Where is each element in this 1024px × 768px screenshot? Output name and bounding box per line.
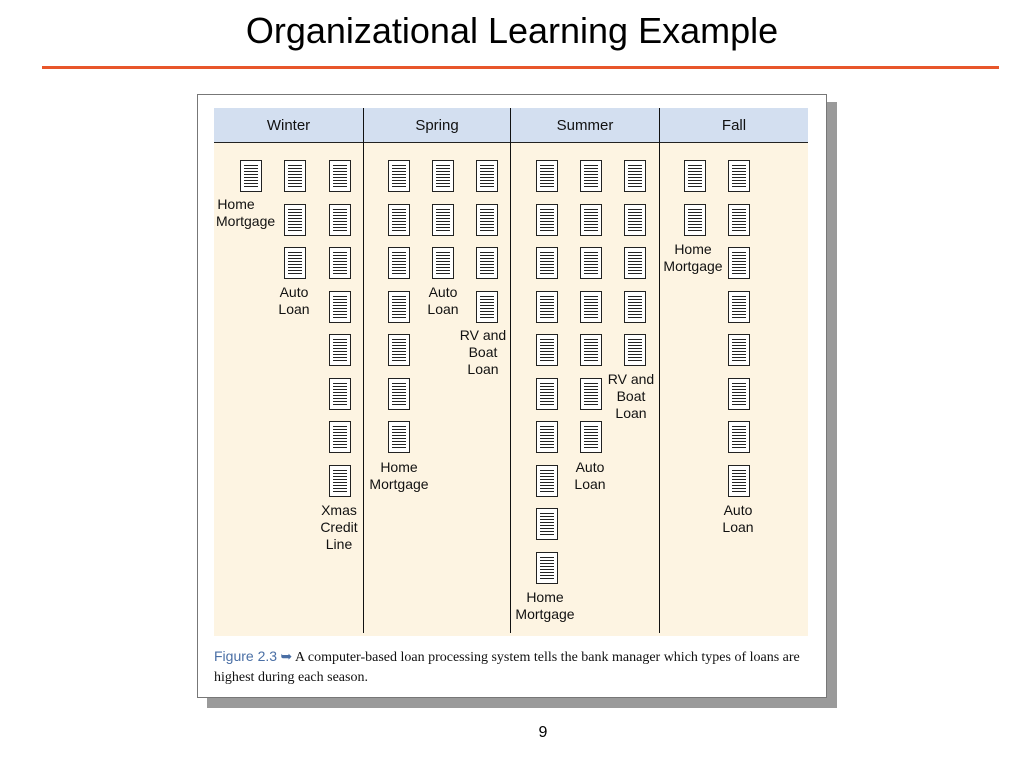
- label-line: Home: [217, 196, 255, 212]
- document-icon: [329, 378, 351, 410]
- document-icon: [388, 160, 410, 192]
- caption-arrow-icon: ➥: [280, 650, 293, 665]
- label-line: Xmas: [321, 502, 357, 518]
- document-icon: [329, 334, 351, 366]
- document-icon: [536, 247, 558, 279]
- document-icon: [580, 421, 602, 453]
- season-header-fall: Fall: [721, 117, 747, 134]
- label-line: Loan: [574, 476, 606, 492]
- label-winter-xmas-credit-line: [316, 502, 362, 553]
- label-line: Line: [325, 536, 353, 552]
- column-divider: [510, 108, 511, 633]
- document-icon: [728, 378, 750, 410]
- season-header-summer: Summer: [556, 117, 614, 134]
- document-icon: [624, 204, 646, 236]
- document-icon: [580, 204, 602, 236]
- document-icon: [536, 421, 558, 453]
- document-icon: [580, 160, 602, 192]
- label-line: Mortgage: [663, 258, 723, 274]
- page-number: 9: [538, 724, 548, 741]
- document-icon: [284, 160, 306, 192]
- document-icon: [580, 334, 602, 366]
- label-line: RV and: [459, 327, 507, 343]
- label-winter-home-mortgage: [216, 196, 276, 230]
- document-icon: [580, 378, 602, 410]
- document-icon: [388, 291, 410, 323]
- label-line: Loan: [427, 301, 459, 317]
- document-icon: [432, 204, 454, 236]
- document-icon: [329, 204, 351, 236]
- label-line: Auto: [428, 284, 458, 300]
- document-icon: [388, 247, 410, 279]
- label-line: Home: [526, 589, 564, 605]
- document-icon: [580, 247, 602, 279]
- document-icon: [684, 160, 706, 192]
- label-summer-rv-boat-loan: [603, 371, 659, 422]
- label-fall-auto-loan: [716, 502, 760, 536]
- document-icon: [329, 247, 351, 279]
- document-icon: [432, 160, 454, 192]
- document-icon: [728, 291, 750, 323]
- document-icon: [624, 291, 646, 323]
- document-icon: [476, 160, 498, 192]
- column-divider: [659, 108, 660, 633]
- label-line: Home: [380, 459, 418, 475]
- column-divider: [363, 108, 364, 633]
- document-icon: [388, 421, 410, 453]
- document-icon: [624, 247, 646, 279]
- document-icon: [728, 334, 750, 366]
- label-line: Loan: [722, 519, 754, 535]
- label-line: Boat: [468, 344, 498, 360]
- document-icon: [476, 204, 498, 236]
- document-icon: [536, 465, 558, 497]
- label-line: Loan: [615, 405, 647, 421]
- document-icon: [284, 204, 306, 236]
- label-spring-rv-boat-loan: [456, 327, 510, 378]
- title-divider: [42, 66, 999, 69]
- document-icon: [624, 334, 646, 366]
- label-fall-home-mortgage: [660, 241, 726, 275]
- label-line: Mortgage: [515, 606, 575, 622]
- document-icon: [728, 204, 750, 236]
- label-line: Auto: [575, 459, 605, 475]
- document-icon: [476, 247, 498, 279]
- label-spring-home-mortgage: [366, 459, 432, 493]
- document-icon: [240, 160, 262, 192]
- document-icon: [684, 204, 706, 236]
- document-icon: [536, 334, 558, 366]
- document-icon: [388, 204, 410, 236]
- document-icon: [728, 247, 750, 279]
- document-icon: [388, 334, 410, 366]
- label-winter-auto-loan: [272, 284, 316, 318]
- figure-number: Figure 2.3: [214, 648, 278, 664]
- slide-title: Organizational Learning Example: [245, 10, 779, 51]
- document-icon: [624, 160, 646, 192]
- season-header-spring: Spring: [415, 117, 459, 134]
- document-icon: [329, 421, 351, 453]
- document-icon: [284, 247, 306, 279]
- label-summer-home-mortgage: [512, 589, 578, 623]
- document-icon: [536, 378, 558, 410]
- label-line: RV and: [607, 371, 655, 387]
- label-line: Auto: [279, 284, 309, 300]
- document-icon: [329, 291, 351, 323]
- document-icon: [329, 160, 351, 192]
- label-summer-auto-loan: [568, 459, 612, 493]
- document-icon: [536, 291, 558, 323]
- document-icon: [388, 378, 410, 410]
- caption-text: A computer-based loan processing system tells the bank manager which types of loans are highest during each season.: [214, 650, 800, 685]
- label-spring-auto-loan: [421, 284, 465, 318]
- document-icon: [329, 465, 351, 497]
- label-line: Home: [674, 241, 712, 257]
- document-icon: [728, 465, 750, 497]
- label-line: Mortgage: [369, 476, 429, 492]
- document-icon: [728, 160, 750, 192]
- document-icon: [580, 291, 602, 323]
- label-line: Mortgage: [216, 213, 276, 229]
- label-line: Loan: [278, 301, 310, 317]
- document-icon: [536, 160, 558, 192]
- document-icon: [476, 291, 498, 323]
- label-line: Loan: [467, 361, 499, 377]
- season-header-winter: Winter: [266, 117, 311, 134]
- label-line: Credit: [320, 519, 358, 535]
- label-line: Auto: [723, 502, 753, 518]
- label-line: Boat: [616, 388, 646, 404]
- document-icon: [728, 421, 750, 453]
- document-icon: [536, 204, 558, 236]
- document-icon: [432, 247, 454, 279]
- document-icon: [536, 508, 558, 540]
- figure-caption: [214, 646, 814, 688]
- document-icon: [536, 552, 558, 584]
